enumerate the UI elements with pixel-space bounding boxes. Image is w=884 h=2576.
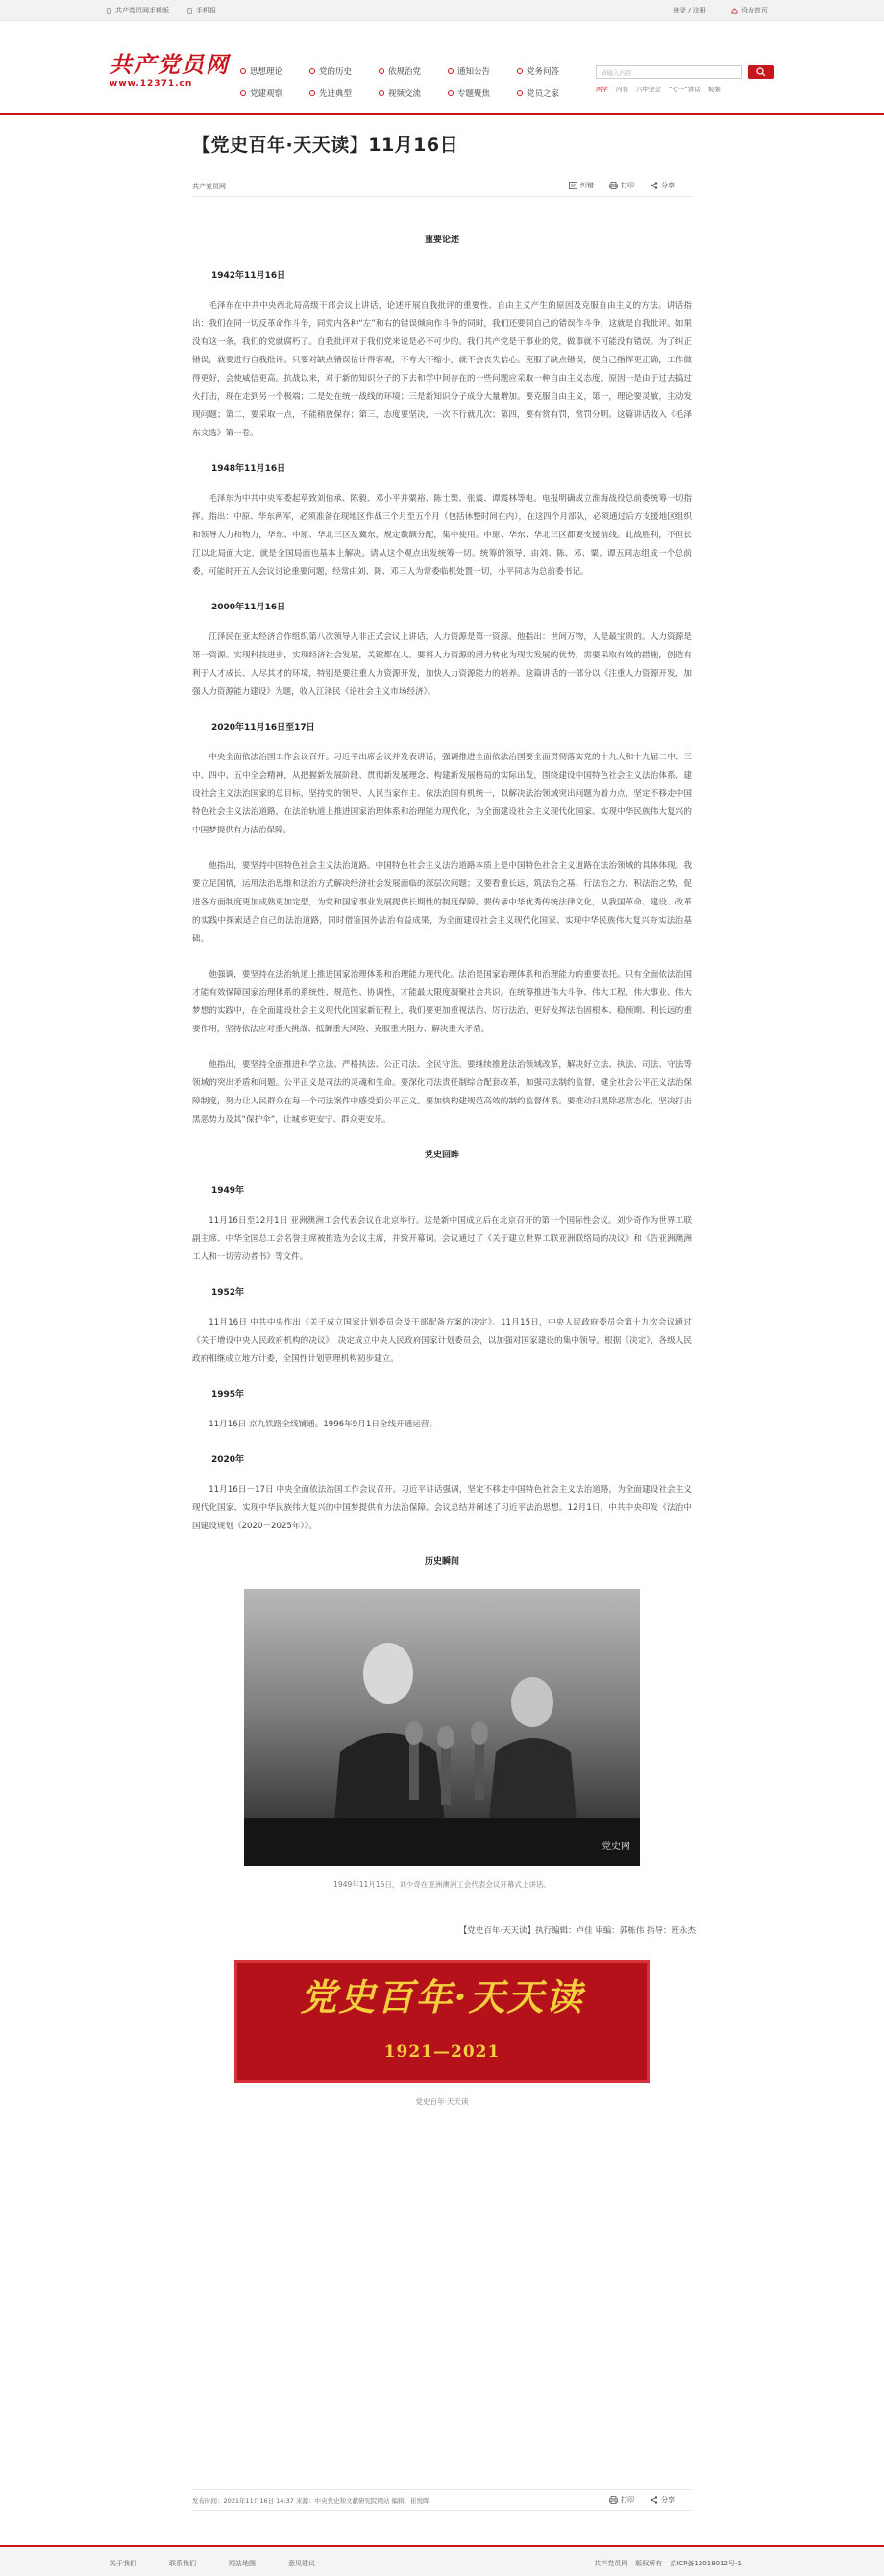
publish-info: 发布时间：2021年11月16日 14:37 来源：中央党史和文献研究院网站 编辑：崔悦晖 xyxy=(192,2497,430,2505)
footer-link[interactable]: 关于我们 xyxy=(110,2560,136,2567)
logo-text: 共产党员网 xyxy=(110,52,230,78)
search-icon xyxy=(756,67,766,77)
article-tools xyxy=(569,181,675,190)
nav-item[interactable] xyxy=(517,65,586,77)
entry-year: 1995年 xyxy=(211,1390,245,1399)
nav-label: 专题聚焦 xyxy=(457,89,491,99)
circle-icon xyxy=(517,90,523,96)
photo-caption: 1949年11月16日，刘少奇在亚洲澳洲工会代表会议开幕式上讲话。 xyxy=(333,1880,551,1889)
paragraph: 11月16日至12月1日 亚洲澳洲工会代表会议在北京举行。这是新中国成立后在北京召开的第一个国际性会议。刘少奇作为世界工联副主席、中华全国总工会名誉主席被推选为会议主席，并致开幕词。会议通过了《关于建立世界工联亚洲联络局的决议》和《告亚洲澳洲工人和一切劳动者书》等文件。 xyxy=(192,1216,692,1262)
paragraph: 中央全面依法治国工作会议召开。习近平出席会议并发表讲话，强调推进全面依法治国要全面贯彻落实党的十九大和十九届二中、三中、四中、五中全会精神，从把握新发展阶段、贯彻新发展理念、构建新发展格局的实际出发，围绕建设中国特色社会主义法治体系、建设社会主义法治国家的总目标，坚持党的领导、人民当家作主、依法治国有机统一，以解决法治领域突出问题为着力点，坚定不移走中国特色社会主义法治道路，在法治轨道上推进国家治理体系和治理能力现代化，为全面建设社会主义现代化国家、实现中华民族伟大复兴的中国梦提供有力法治保障。 xyxy=(192,753,692,835)
section-heading: 党史回眸 xyxy=(424,1151,459,1160)
article-meta xyxy=(192,180,692,197)
article-source: 共产党员网 xyxy=(192,183,226,190)
footer-link[interactable]: 网站地图 xyxy=(229,2560,256,2567)
banner-caption: 党史百年·天天读 xyxy=(415,2097,469,2106)
paragraph: 毛泽东为中共中央军委起草致刘伯承、陈毅、邓小平并粟裕、陈士榘、张震、谭震林等电。电报明确成立淮海战役总前委统筹一切指挥。指出：中原、华东两军，必须准备在现地区作战三个月至五个月（包括休整时间在内），在这四个月部队，必须通过后方支援地区组织和领导人力和物力，华东、中原、华北三区及冀东，规定数额分配，集中使用。中原、华东、华北三区都要支援前线。此战胜利，不但长江以北局面大定，就是全国局面也基本上解决。请从这个观点出发统筹一切。统筹的领导，由刘、陈、邓、粟、谭五同志组成一个总前委，可能时开五人会议讨论重要问题，经常由刘、陈、邓三人为常委临机处置一切，小平同志为总前委书记。 xyxy=(192,494,692,577)
circle-icon xyxy=(448,68,454,74)
footer-tools xyxy=(609,2495,675,2505)
circle-icon xyxy=(517,68,523,74)
hot-word[interactable]: 六中全会 xyxy=(636,86,661,93)
hot-word[interactable]: 两学 xyxy=(596,86,608,93)
icp-number[interactable]: 京ICP备12018012号-1 xyxy=(670,2560,742,2567)
print-button[interactable] xyxy=(609,181,634,190)
mobile-site-link[interactable] xyxy=(106,6,169,15)
nav-label: 党务问答 xyxy=(527,67,560,77)
nav-label: 视频交流 xyxy=(388,89,422,99)
editor-credits: 【党史百年·天天读】执行编辑：卢佳 审编：郭栋伟 指导：班永杰 xyxy=(458,1926,696,1936)
site-header xyxy=(0,21,884,99)
logo-url: www.12371.cn xyxy=(110,79,193,88)
search-area xyxy=(596,65,774,79)
home-icon xyxy=(731,8,738,14)
nav-label: 依规治党 xyxy=(388,67,422,77)
mobile-site-label: 共产党员网手机版 xyxy=(115,7,169,14)
mobile-icon xyxy=(186,8,193,14)
paragraph: 毛泽东在中共中央西北局高级干部会议上讲话，论述开展自我批评的重要性、自由主义产生的原因及克服自由主义的方法。讲话指出：我们在同一切反革命作斗争，同党内各种“左”和右的错误倾向作斗争的同时，我们还要同自己的错误作斗争，这就是自我批评。如果没有这一条，我们的党就腐朽了。自我批评对于我们党来说是必不可少的。我们共产党是干事业的党，做事就不可能没有错误。为了纠正错误，就要进行自我批评。只要对缺点错误估计得客观，不夸大不缩小，就不会丧失信心。克服了缺点错误，便自己指挥更正确，工作做得更好，会使威信更高。抗战以来，对于新的知识分子的下去和学中间存在的一些问题应采取一种自由主义态度。原因一是由于过去搞过火打击，现在走到另一个极端；二是处在统一战线的环境；三是新知识分子成分大量增加。要克服自由主义，第一，理论要灵敏，主动发现问题；第二，要采取一点，不能稍放保存；第三，态度要坚决，一次不行就几次；第四，要有赏有罚，赏罚分明。这篇讲话收入《毛泽东文选》第一卷。 xyxy=(192,301,692,438)
main-nav xyxy=(240,65,655,99)
entry-date: 2000年11月16日 xyxy=(211,603,286,612)
nav-item[interactable] xyxy=(309,87,379,99)
paragraph: 11月16日 中共中央作出《关于成立国家计划委员会及干部配备方案的决定》。11月15日，中央人民政府委员会第十九次会议通过《关于增设中央人民政府机构的决议》，决定成立中央人民政府国家计划委员会，以加强对国家建设的集中领导。根据《决定》，各级人民政府相继成立地方计委，全国性计划管理机构初步建立。 xyxy=(192,1318,692,1364)
print-icon xyxy=(609,2496,618,2504)
circle-icon xyxy=(240,68,246,74)
site-footer xyxy=(0,2545,884,2576)
login-link[interactable] xyxy=(673,6,706,15)
login-label: 登录 / 注册 xyxy=(673,7,706,14)
correction-label: 纠错 xyxy=(580,182,594,189)
entry-year: 2020年 xyxy=(211,1455,245,1465)
section-heading: 历史瞬间 xyxy=(424,1557,459,1567)
print-icon xyxy=(609,182,618,189)
share-label: 分享 xyxy=(661,182,675,189)
share-icon xyxy=(650,182,658,189)
circle-icon xyxy=(379,90,384,96)
nav-item[interactable] xyxy=(448,65,517,77)
footer-link[interactable]: 意见建议 xyxy=(288,2560,315,2567)
entry-year: 1949年 xyxy=(211,1186,245,1196)
photo-scene xyxy=(244,1589,640,1866)
entry-year: 1952年 xyxy=(211,1288,245,1298)
paragraph: 11月16日－17日 中央全面依法治国工作会议召开。习近平讲话强调，坚定不移走中国特色社会主义法治道路，为全面建设社会主义现代化国家、实现中华民族伟大复兴的中国梦提供有力法治保障。会议总结并阐述了习近平法治思想。12月1日，中共中央印发《法治中国建设规划（2020－2025年）》。 xyxy=(192,1485,692,1531)
banner-title: 党史百年·天天读 xyxy=(300,1975,584,2019)
nav-item[interactable] xyxy=(517,87,586,99)
circle-icon xyxy=(309,90,315,96)
copyright-text: 版权所有 xyxy=(635,2560,663,2567)
article-body xyxy=(192,232,696,2111)
set-homepage-label: 设为首页 xyxy=(740,7,768,14)
search-button[interactable] xyxy=(748,65,774,79)
correction-button[interactable] xyxy=(569,181,594,190)
nav-item[interactable] xyxy=(309,65,379,77)
search-input[interactable]: 请输入内容 xyxy=(596,65,742,79)
article xyxy=(192,115,696,2111)
circle-icon xyxy=(379,68,384,74)
hot-word[interactable]: 视频 xyxy=(707,86,721,93)
circle-icon xyxy=(448,90,454,96)
print-label: 打印 xyxy=(621,182,634,189)
historical-photo-figure xyxy=(244,1589,640,1894)
paragraph: 他强调，要坚持在法治轨道上推进国家治理体系和治理能力现代化。法治是国家治理体系和治理能力的重要依托。只有全面依法治国才能有效保障国家治理体系的系统性、规范性、协调性，才能最大限度凝聚社会共识。在统筹推进伟大斗争、伟大工程、伟大事业、伟大梦想的实践中，在全面建设社会主义现代化国家新征程上，我们要更加重视法治、厉行法治，更好发挥法治固根本、稳预期、利长远的重要作用，坚持依法应对重大挑战、抵御重大风险、克服重大阻力、解决重大矛盾。 xyxy=(192,970,692,1034)
footer-copyright xyxy=(594,2559,742,2568)
nav-label: 通知公告 xyxy=(457,67,491,77)
entry-date: 1942年11月16日 xyxy=(211,271,286,281)
nav-label: 先进典型 xyxy=(319,89,353,99)
mobile-news-link[interactable] xyxy=(186,6,216,15)
banner-years: 1921—2021 xyxy=(383,2043,501,2062)
footer-link[interactable]: 联系我们 xyxy=(169,2560,196,2567)
hot-word[interactable]: “七一”讲话 xyxy=(669,86,700,93)
nav-label: 党建观察 xyxy=(250,89,283,99)
copyright-site: 共产党员网 xyxy=(594,2560,628,2567)
article-footer-meta xyxy=(192,2489,692,2511)
article-title: 【党史百年·天天读】11月16日 xyxy=(192,135,459,156)
set-homepage-link[interactable] xyxy=(731,6,768,15)
historical-photo xyxy=(244,1589,640,1866)
footer-links xyxy=(110,2559,315,2568)
share-button[interactable] xyxy=(650,181,675,190)
share-icon xyxy=(650,2496,658,2504)
paragraph: 11月16日 京九铁路全线铺通。1996年9月1日全线开通运营。 xyxy=(209,1420,438,1429)
nav-item[interactable] xyxy=(448,87,517,99)
top-bar xyxy=(0,0,884,21)
nav-item[interactable] xyxy=(240,65,309,77)
hot-search-words xyxy=(596,85,721,93)
nav-label: 思想理论 xyxy=(250,67,283,77)
nav-item[interactable] xyxy=(240,87,309,99)
photo-watermark: 党史网 xyxy=(602,1842,630,1852)
mobile-news-label: 手机报 xyxy=(196,7,216,14)
section-heading: 重要论述 xyxy=(424,235,459,245)
circle-icon xyxy=(309,68,315,74)
entry-date: 1948年11月16日 xyxy=(211,464,286,474)
print-button[interactable] xyxy=(609,2495,634,2505)
share-label: 分享 xyxy=(661,2496,675,2504)
site-logo[interactable] xyxy=(110,54,230,92)
paragraph: 他指出，要坚持中国特色社会主义法治道路。中国特色社会主义法治道路本质上是中国特色社会主义道路在法治领域的具体体现。我要立足国情，运用法治思维和法治方式解决经济社会发展面临的深层次问题；又要看重长远，筑法治之基、行法治之力、积法治之势，促进各方面制度更加成熟更加定型，为党和国家事业发展提供长期性的制度保障。要传承中华优秀传统法律文化，从我国革命、建设、改革的实践中探索适合自己的法治道路，同时借鉴国外法治有益成果，为全面建设社会主义现代化国家、实现中华民族伟大复兴夯实法治基础。 xyxy=(192,861,692,944)
entry-date: 2020年11月16日至17日 xyxy=(211,723,315,732)
nav-item[interactable] xyxy=(379,87,448,99)
nav-item[interactable] xyxy=(379,65,448,77)
nav-label: 党员之家 xyxy=(527,89,560,99)
paragraph: 他指出，要坚持全面推进科学立法、严格执法、公正司法、全民守法。要继续推进法治领域改革，解决好立法、执法、司法、守法等领域的突出矛盾和问题。公平正义是司法的灵魂和生命。要深化司法责任制综合配套改革，加强司法制约监督，健全社会公平正义法治保障制度，努力让人民群众在每一个司法案件中感受到公平正义。要加快构建规范高效的制约监督体系。要推动扫黑除恶常态化，坚决打击黑恶势力及其“保护伞”，让城乡更安宁、群众更安乐。 xyxy=(192,1060,692,1125)
nav-label: 党的历史 xyxy=(319,67,353,77)
share-button[interactable] xyxy=(650,2495,675,2505)
print-label: 打印 xyxy=(621,2496,634,2504)
font-icon xyxy=(569,182,577,189)
circle-icon xyxy=(240,90,246,96)
phone-icon xyxy=(106,8,112,14)
hot-word[interactable]: 内容 xyxy=(616,86,628,93)
series-banner xyxy=(234,1960,650,2083)
paragraph: 江泽民在亚太经济合作组织第八次领导人非正式会议上讲话，人力资源是第一资源。他指出：世间万物，人是最宝贵的。人力资源是第一资源。实现科技进步，实现经济社会发展，关键都在人。要将人力资源的潜力转化为现实发展的优势，需要采取有效的措施，创造有利于人才成长、人尽其才的环境，特别是要注重人力资源开发，加快人力资源能力的培养。这篇讲话的一部分以《注重人力资源开发，加强人力资源能力建设》为题，收入江泽民《论社会主义市场经济》。 xyxy=(192,632,692,697)
